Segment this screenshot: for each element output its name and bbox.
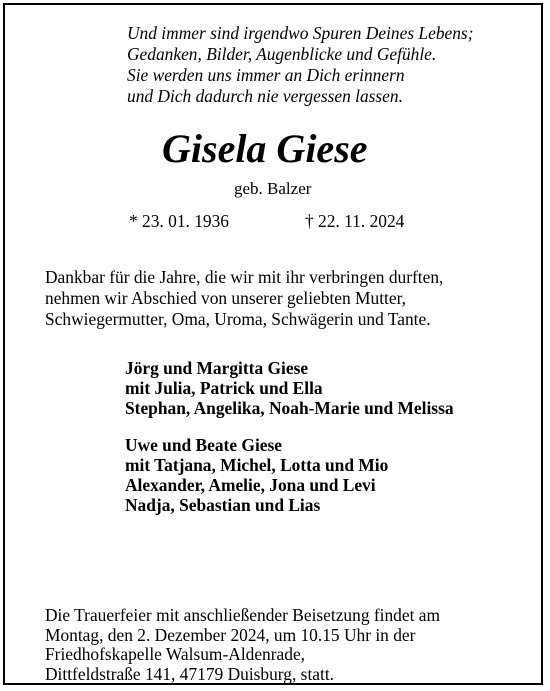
funeral-line: Friedhofskapelle Walsum-Aldenrade, [45,644,306,665]
funeral-line: Dittfeldstraße 141, 47179 Duisburg, statt. [45,663,335,684]
family-line: Uwe und Beate Giese [125,435,282,455]
family-line: Nadja, Sebastian und Lias [125,495,321,515]
funeral-line: Die Trauerfeier mit anschließender Beisetzung findet am [45,605,441,625]
family-line: Jörg und Margitta Giese [125,358,309,378]
family-group-1 [125,358,454,418]
thanks-line: Schwiegermutter, Oma, Uroma, Schwägerin und Tante. [45,309,431,329]
poem-line: Gedanken, Bilder, Augenblicke und Gefühle. [127,44,437,64]
deceased-name: Gisela Giese [162,126,368,171]
family-line: mit Julia, Patrick und Ella [125,378,323,398]
death-date: † 22. 11. 2024 [305,211,405,231]
poem-line: Und immer sind irgendwo Spuren Deines Lebens; [127,23,474,43]
thanks-line: nehmen wir Abschied von unserer geliebten Mutter, [45,288,407,308]
poem-line: und Dich dadurch nie vergessen lassen. [127,86,403,106]
poem-verse [127,23,474,107]
birth-name: geb. Balzer [234,179,312,198]
birth-date: * 23. 01. 1936 [129,211,229,231]
family-line: mit Tatjana, Michel, Lotta und Mio [125,455,389,475]
family-group-2 [125,435,388,515]
poem-line: Sie werden uns immer an Dich erinnern [127,65,405,85]
family-line: Stephan, Angelika, Noah-Marie und Melissa [125,398,454,418]
funeral-line: Montag, den 2. Dezember 2024, um 10.15 Uhr in der [45,624,416,645]
thanks-text [45,267,443,330]
thanks-line: Dankbar für die Jahre, die wir mit ihr verbringen durften, [45,267,444,287]
family-line: Alexander, Amelie, Jona und Levi [125,475,376,495]
obituary-card [3,3,543,685]
funeral-notice [45,606,440,684]
